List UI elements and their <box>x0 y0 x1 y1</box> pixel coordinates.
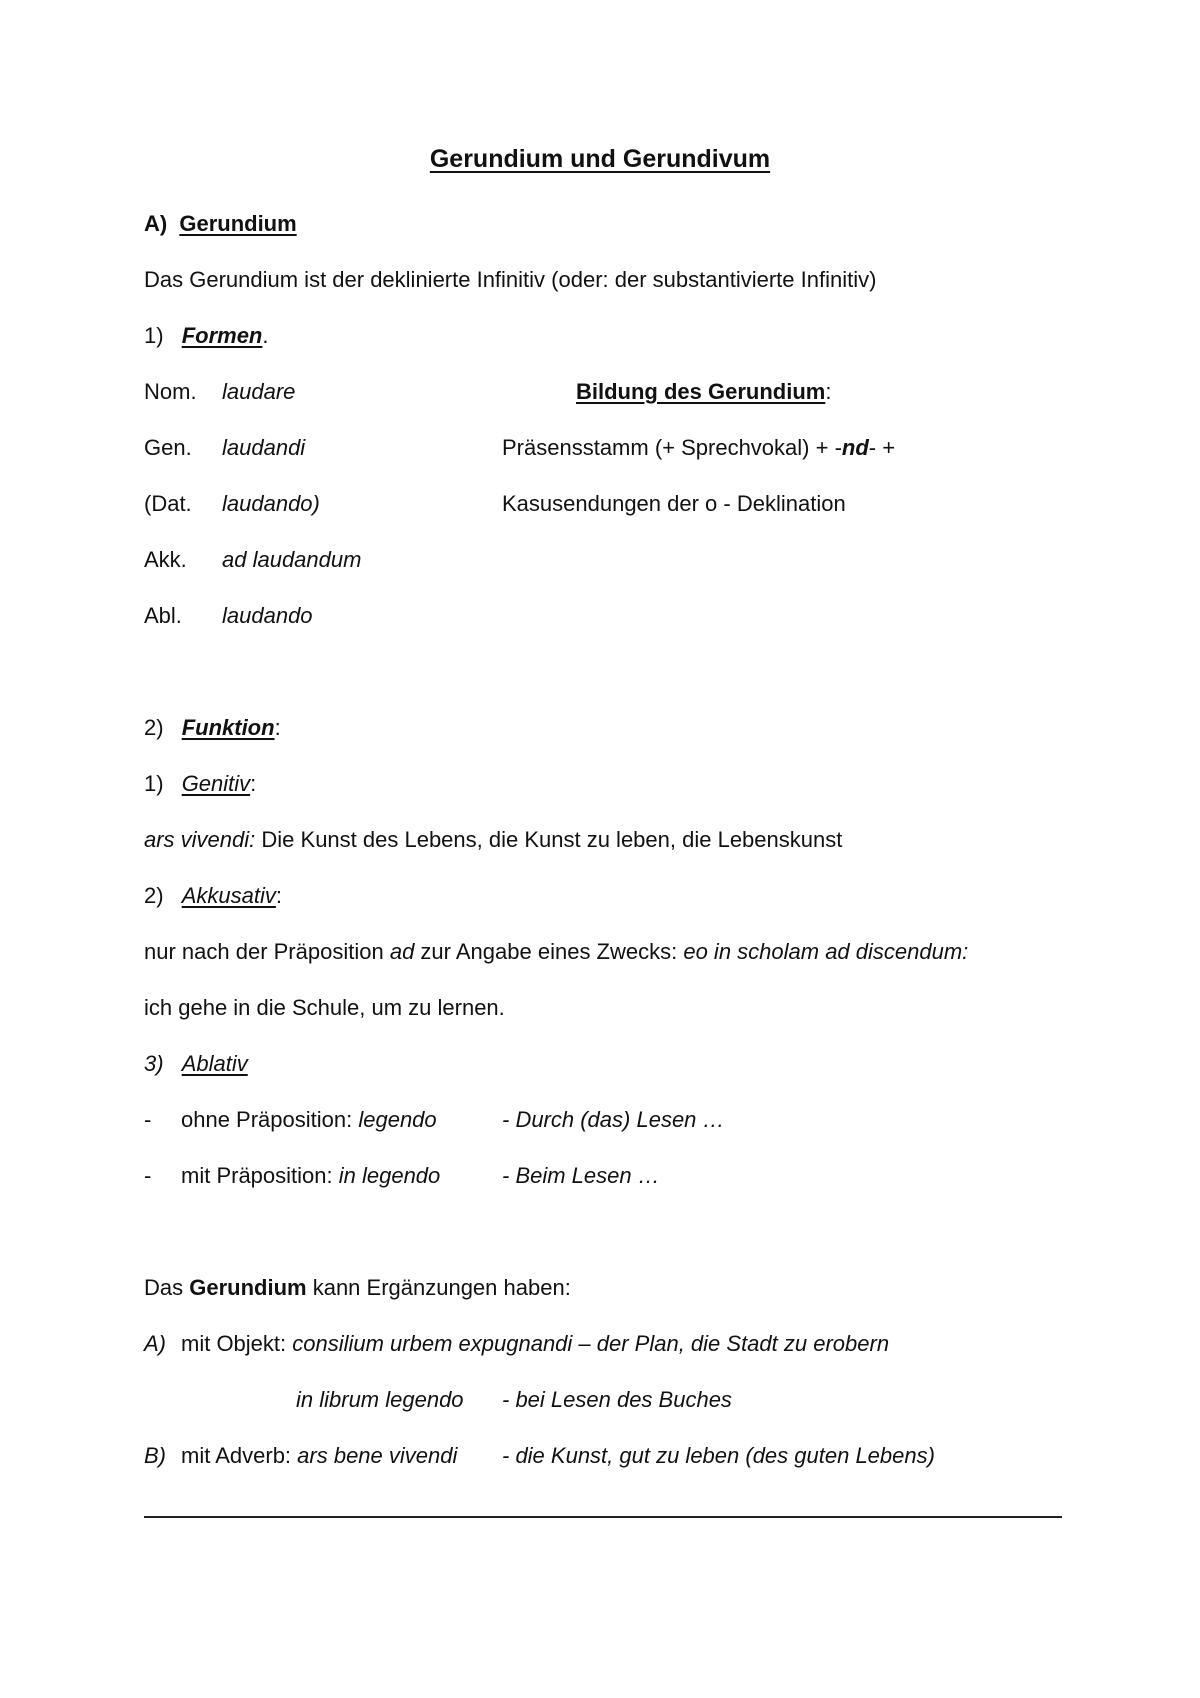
ablativ-item-1-text: ohne Präposition: <box>181 1107 359 1132</box>
genitiv-heading <box>144 773 256 795</box>
bildung-punct: : <box>825 379 832 404</box>
formen-label: Formen <box>181 323 263 348</box>
akkusativ-text-pre: nur nach der Präposition <box>144 939 390 964</box>
bildung-rule-pre: Präsensstamm (+ Sprechvokal) + - <box>502 435 842 460</box>
akkusativ-punct: : <box>275 883 282 908</box>
case-gen: Gen. <box>144 435 192 460</box>
akkusativ-text-mid: zur Angabe eines Zwecks: <box>414 939 684 964</box>
case-akk: Akk. <box>144 547 187 572</box>
formen-number: 1) <box>144 323 164 348</box>
ergaenzung-a2-latin: in librum legendo <box>296 1387 464 1412</box>
ergaenzung-b <box>181 1445 457 1467</box>
funktion-label: Funktion <box>181 715 275 740</box>
ablativ-item-2-text: mit Präposition: <box>181 1163 339 1188</box>
ergaenzung-b-latin: ars bene vivendi <box>297 1443 458 1468</box>
genitiv-punct: : <box>250 771 257 796</box>
funktion-heading <box>144 717 281 739</box>
ergaenzungen-bold: Gerundium <box>189 1275 307 1300</box>
intro-text: Das Gerundium ist der deklinierte Infinitiv (oder: der substantivierte Infinitiv) <box>144 267 877 292</box>
akkusativ-example-line2: ich gehe in die Schule, um zu lernen. <box>144 995 505 1020</box>
bildung-rule-line2: Kasusendungen der o - Deklination <box>502 491 846 516</box>
akkusativ-heading <box>144 885 282 907</box>
bildung-title: Bildung des Gerundium <box>576 379 826 404</box>
case-abl: Abl. <box>144 603 182 628</box>
ablativ-item-dash: - <box>144 1107 152 1132</box>
ablativ-item-2-translation: - Beim Lesen … <box>502 1163 660 1188</box>
ablativ-item-2 <box>181 1165 440 1187</box>
ergaenzung-a2-translation: - bei Lesen des Buches <box>502 1387 732 1412</box>
ablativ-number: 3) <box>144 1051 164 1076</box>
section-a-prefix: A) <box>144 211 168 236</box>
bildung-rule-post: - + <box>868 435 896 460</box>
ergaenzung-a-text: mit Objekt: <box>181 1331 293 1356</box>
akkusativ-text-latin: eo in scholam ad discendum: <box>683 939 969 964</box>
ergaenzung-a-latin: consilium urbem expugnandi – der Plan, die Stadt zu erobern <box>292 1331 890 1356</box>
ergaenzung-a-prefix: A) <box>144 1331 166 1356</box>
formen-heading <box>144 325 269 347</box>
ablativ-item-2-latin: in legendo <box>338 1163 441 1188</box>
ablativ-item-1-latin: legendo <box>358 1107 437 1132</box>
funktion-punct: : <box>274 715 281 740</box>
form-nom: laudare <box>222 379 296 404</box>
page-title: Gerundium und Gerundivum <box>429 145 771 173</box>
ablativ-label: Ablativ <box>181 1051 248 1076</box>
genitiv-label: Genitiv <box>181 771 251 796</box>
ergaenzung-b-translation: - die Kunst, gut zu leben (des guten Lebens) <box>502 1443 935 1468</box>
ergaenzung-a <box>181 1333 889 1355</box>
formen-punct: . <box>262 323 269 348</box>
genitiv-example-german: Die Kunst des Lebens, die Kunst zu leben, die Lebenskunst <box>255 827 843 852</box>
bildung-heading <box>576 381 831 403</box>
form-dat: laudando) <box>222 491 320 516</box>
ergaenzungen-post: kann Ergänzungen haben: <box>306 1275 571 1300</box>
akkusativ-text-ad: ad <box>389 939 415 964</box>
ergaenzung-b-prefix: B) <box>144 1443 166 1468</box>
form-akk: ad laudandum <box>222 547 362 572</box>
akkusativ-number: 2) <box>144 883 164 908</box>
form-abl: laudando <box>222 603 313 628</box>
section-a-title: Gerundium <box>179 211 297 236</box>
ergaenzung-b-text: mit Adverb: <box>181 1443 298 1468</box>
bildung-rule-line1 <box>502 437 895 459</box>
ablativ-item-1-translation: - Durch (das) Lesen … <box>502 1107 725 1132</box>
ergaenzungen-intro <box>144 1277 571 1299</box>
ablativ-heading <box>144 1053 248 1075</box>
case-dat: (Dat. <box>144 491 192 516</box>
genitiv-number: 1) <box>144 771 164 796</box>
bildung-rule-nd: nd <box>841 435 869 460</box>
akkusativ-label: Akkusativ <box>181 883 276 908</box>
funktion-number: 2) <box>144 715 164 740</box>
form-gen: laudandi <box>222 435 306 460</box>
ablativ-item-dash: - <box>144 1163 152 1188</box>
section-a-heading <box>144 213 297 235</box>
ergaenzungen-pre: Das <box>144 1275 190 1300</box>
genitiv-example <box>144 829 842 851</box>
akkusativ-example <box>144 941 968 963</box>
case-nom: Nom. <box>144 379 197 404</box>
ablativ-item-1 <box>181 1109 437 1131</box>
separator-line <box>144 1516 1062 1518</box>
genitiv-example-latin: ars vivendi: <box>144 827 256 852</box>
